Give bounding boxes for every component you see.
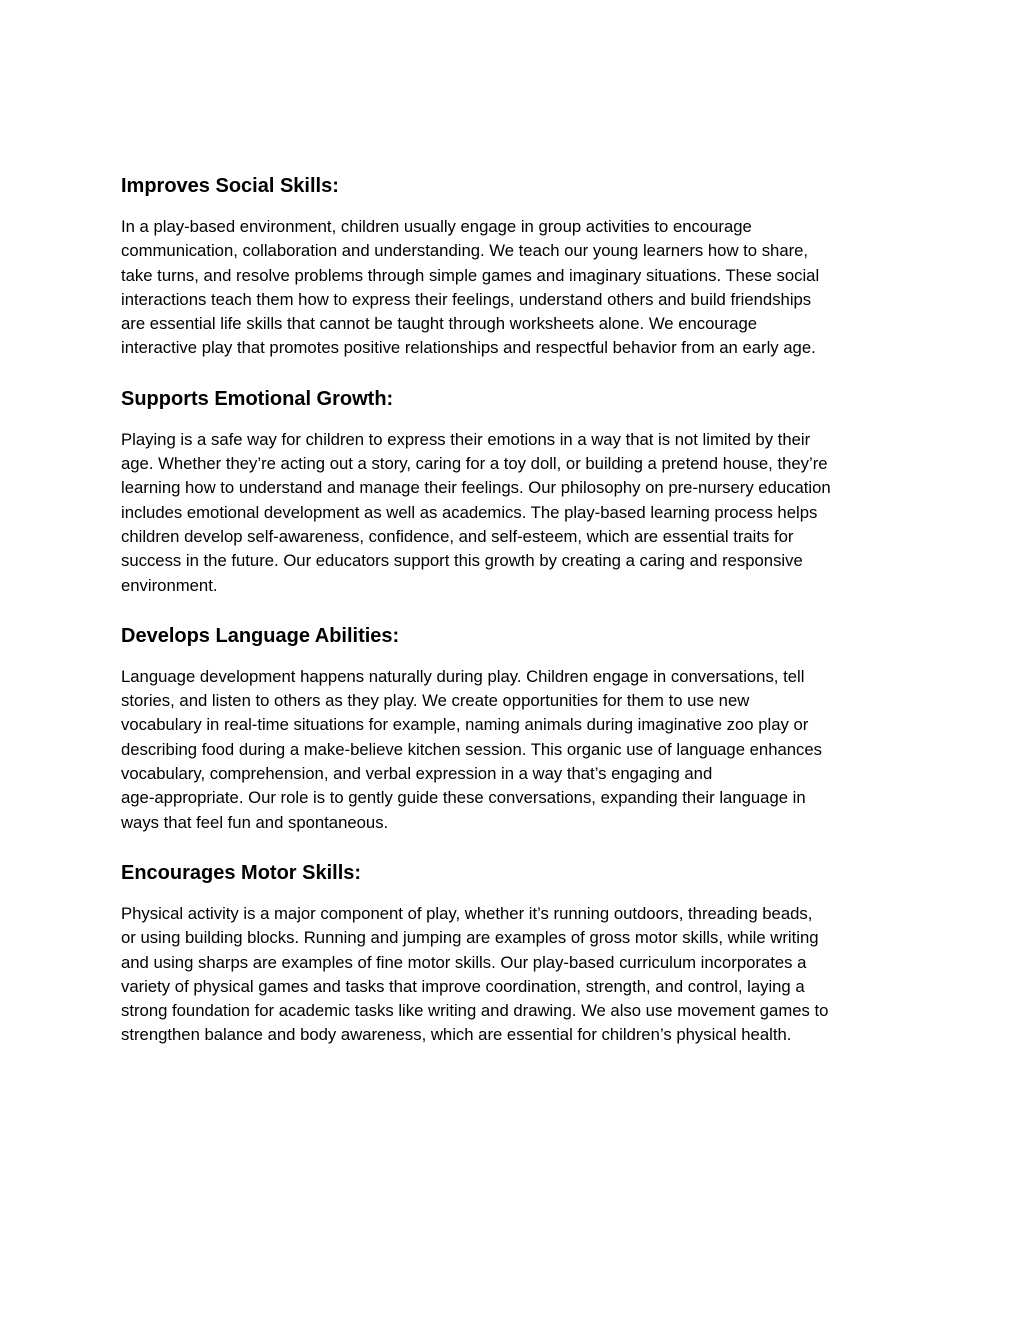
- paragraph-line: interactions teach them how to express their feelings, understand others and build friendships: [121, 289, 812, 309]
- section-heading: Develops Language Abilities:: [121, 624, 400, 647]
- paragraph-line: vocabulary, comprehension, and verbal expression in a way that’s engaging and: [121, 764, 713, 784]
- paragraph-line: are essential life skills that cannot be taught through worksheets alone. We encourage: [121, 314, 758, 334]
- paragraph-line: includes emotional development as well as academics. The play-based learning process helps: [121, 502, 818, 522]
- paragraph-line: children develop self-awareness, confidence, and self-esteem, which are essential traits for: [121, 526, 794, 546]
- paragraph-line: describing food during a make-believe kitchen session. This organic use of language enhances: [121, 739, 823, 759]
- paragraph-line: environment.: [121, 575, 218, 595]
- section-paragraph: [121, 428, 911, 598]
- paragraph-line: success in the future. Our educators support this growth by creating a caring and responsive: [121, 551, 803, 571]
- paragraph-line: age-appropriate. Our role is to gently guide these conversations, expanding their language in: [121, 788, 806, 808]
- section-paragraph: [121, 665, 911, 835]
- paragraph-line: age. Whether they’re acting out a story, caring for a toy doll, or building a pretend house, they’re: [121, 454, 828, 474]
- paragraph-line: variety of physical games and tasks that improve coordination, strength, and control, laying a: [121, 976, 805, 996]
- section-heading: Improves Social Skills:: [121, 175, 339, 197]
- paragraph-line: or using building blocks. Running and jumping are examples of gross motor skills, while writing: [121, 928, 819, 948]
- paragraph-line: In a play-based environment, children usually engage in group activities to encourage: [121, 217, 752, 236]
- paragraph-line: strong foundation for academic tasks like writing and drawing. We also use movement games to: [121, 1001, 829, 1021]
- section-motor-skills: [121, 857, 911, 1048]
- paragraph-line: vocabulary in real-time situations for example, naming animals during imaginative zoo play or: [121, 715, 809, 735]
- document-page: [121, 170, 911, 1048]
- section-heading: Supports Emotional Growth:: [121, 387, 394, 410]
- paragraph-line: strengthen balance and body awareness, which are essential for children’s physical health.: [121, 1025, 792, 1045]
- paragraph-line: take turns, and resolve problems through simple games and imaginary situations. These social: [121, 265, 820, 285]
- section-social-skills: [121, 170, 911, 361]
- paragraph-line: Playing is a safe way for children to express their emotions in a way that is not limited by their: [121, 429, 811, 449]
- paragraph-line: Language development happens naturally during play. Children engage in conversations, tell: [121, 666, 805, 686]
- paragraph-line: stories, and listen to others as they play. We create opportunities for them to use new: [121, 691, 750, 711]
- paragraph-line: interactive play that promotes positive relationships and respectful behavior from an early age.: [121, 338, 816, 358]
- section-heading: Encourages Motor Skills:: [121, 861, 362, 884]
- section-paragraph: [121, 215, 911, 361]
- paragraph-line: learning how to understand and manage their feelings. Our philosophy on pre-nursery education: [121, 478, 831, 498]
- paragraph-line: and using sharps are examples of fine motor skills. Our play-based curriculum incorporates a: [121, 952, 807, 972]
- section-language-abilities: [121, 620, 911, 835]
- paragraph-line: communication, collaboration and understanding. We teach our young learners how to share,: [121, 241, 809, 261]
- paragraph-line: Physical activity is a major component of play, whether it’s running outdoors, threading beads,: [121, 903, 813, 923]
- section-paragraph: [121, 902, 911, 1048]
- section-emotional-growth: [121, 383, 911, 598]
- paragraph-line: ways that feel fun and spontaneous.: [121, 812, 389, 832]
